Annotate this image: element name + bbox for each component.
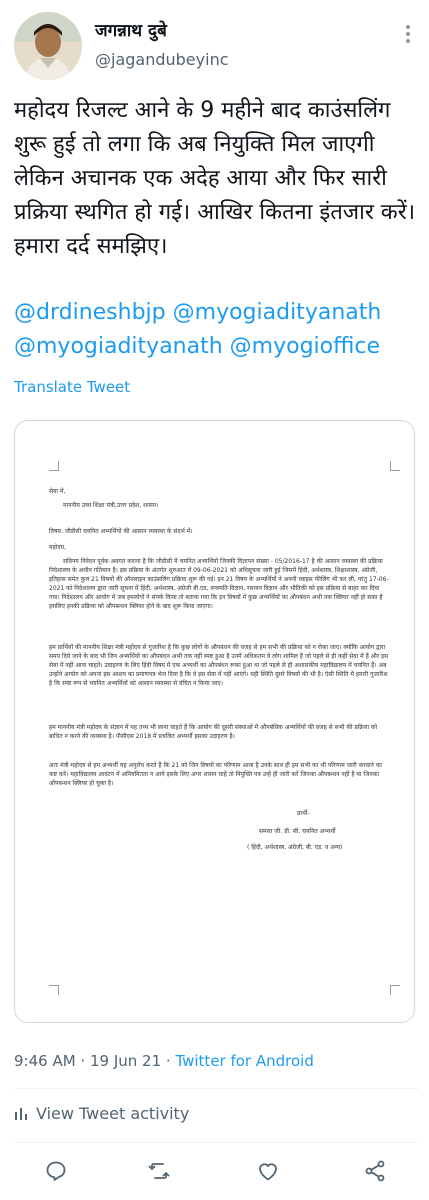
mention-link[interactable]: @myogiadityanath xyxy=(14,334,223,359)
mention-link[interactable]: @drdineshbjp xyxy=(14,300,166,325)
crop-mark xyxy=(390,985,400,995)
mention-link[interactable]: @myogioffice xyxy=(229,334,381,359)
meta-separator: · xyxy=(161,1052,176,1070)
view-tweet-activity-link[interactable] xyxy=(14,1104,189,1123)
avatar[interactable] xyxy=(14,12,82,80)
divider xyxy=(14,1142,419,1143)
mention-link[interactable]: @myogiadityanath xyxy=(172,300,382,325)
reply-icon[interactable] xyxy=(44,1159,68,1183)
tweet-meta xyxy=(14,1052,314,1070)
document-paragraph: अतः मंत्री महोदय से हम अभ्यर्थी यह अनुरोध करते हैं कि 21 को जिन विषयों का परिणाम आना है उनके साथ ही हम सभी का भी परिणाम जारी करवाने का कष्ट करें। महाविद्यालय आवंटन में अनियमितता न आये इसके लिए अगर शासन चाहें तो नियुक्ति पत्र उन्हें ही जारी करें जिनका औपबन्धन नहीं है या जिनका औपबन्धन क्लियर हो चुका है। xyxy=(49,762,382,787)
tweet-date: 19 Jun 21 xyxy=(89,1052,162,1070)
tweet-time: 9:46 AM xyxy=(14,1052,76,1070)
tweet-source-link[interactable]: Twitter for Android xyxy=(175,1052,314,1070)
document-signatory: समस्त जी. डी. सी. चयनित अभ्यर्थी xyxy=(259,828,336,835)
tweet-header xyxy=(0,0,429,90)
tweet-media-image[interactable] xyxy=(14,420,415,1023)
document-sign-off: प्रार्थी- xyxy=(297,810,310,817)
retweet-icon[interactable] xyxy=(147,1159,171,1183)
document-paragraph: हम माननीय मंत्री महोदय के संज्ञान में यह तथ्य भी लाना चाहते हैं कि आयोग की दूसरी संस्थाओं में औपबंधिक अभ्यर्थियों की वजह से सभी की प्रक्रिया को बाधित न करने की व्यवस्था है। पीसीएस 2018 में प्रचलित अभ्यर्थी इसका उदाहरण है। xyxy=(49,724,378,740)
meta-separator: · xyxy=(75,1052,90,1070)
document-addressee: माननीय उच्च शिक्षा मंत्री,उत्तर प्रदेश, शासन। xyxy=(63,502,159,509)
username[interactable]: @jagandubeyinc xyxy=(95,50,229,69)
translate-tweet-link[interactable]: Translate Tweet xyxy=(14,378,131,396)
crop-mark xyxy=(390,461,400,471)
document-paragraph: सविनय निवेदन पूर्वक अवगत कराना है कि जीडीसी में चयनित अभ्यर्थियों जिनकी विज्ञापन संख्या - 05/2016-17 है की आसान व्यवस्था की प्रक्रिया निदेशालय के अधीन गतिमान है। इस प्रक्रिया के अंतर्गत शुरुआत में 09-06-2021 को अधिसूचना जारी हुई जिसमें हिंदी, अर्थशास्त्र, शिक्षाशास्त्र, अंग्रेजी, इतिहास समेत कुल 21 विषयों की ऑनलाइन काउंसलिंग प्रक्रिया शुरू की गई। इन 21 विषय के अभ्यर्थियों ने अपनी च्वाइस फीलिंग भी कर ली, परंतु 17-06-2021 को निदेशालय द्वारा जारी सूचना में हिंदी, अर्थशास्त्र, अंग्रेजी बी.एड, वनस्पति विज्ञान, रसायन विज्ञान और भौतिकी को इस प्रक्रिया से बाहर कर दिया गया। निदेशालय और आयोग में जब हमलोगों ने संपर्क किया तो बताया गया कि इन विषयों में कुछ अभ्यर्थियों का औपबंधन अभी तक क्लियर नहीं हो सका है इसलिए इनकी प्रक्रिया को औपबन्धन क्लियर होने के बाद शुरू किया जाएगा। xyxy=(49,558,389,610)
display-name[interactable]: जगन्नाथ दुबे xyxy=(95,21,167,41)
document-paragraph: हम प्रार्थियों की माननीय शिक्षा मंत्री महोदय से गुजारिश है कि कुछ लोगों के औपबंधन की वजह से हम सभी की प्रक्रिया को न रोका जाए। क्योंकि आयोग द्वारा समय दिये जाने के बाद भी जिन अभ्यर्थियों का औपबंधन अभी तक नहीं स्पष्ट हुआ है उनमें अधिकतम वे लोग शामिल हैं जो पहले से ही कहीं सेवा में हैं और इस सेवा में नहीं आना चाहते। उदाहरण के लिए हिंदी विषय में एक अभ्यर्थी का औपबंधन रूका हुआ था जो पहले से ही अशासकीय महाविद्यालय में चयनित हैं। अब उन्होंने आयोग को अपना इस आशय का प्रमाणपत्र भेज दिया है कि वे इस सेवा में नहीं आएंगे। यही स्थिति दूसरे विषयों की भी है। ऐसी स्थिति में हमारी गुजारिश है कि स्पष्ट रूप से चयनित अभ्यर्थियों को आसान व्यवस्था से वंचित न किया जाए। xyxy=(49,644,389,687)
bar-chart-icon xyxy=(14,1106,28,1120)
crop-mark xyxy=(49,985,59,995)
document-subject: विषय: जीडीसी चयनित अभ्यर्थियों की आसान व्यवस्था के संदर्भ में। xyxy=(49,528,193,535)
share-icon[interactable] xyxy=(363,1159,387,1183)
tweet-text: महोदय रिजल्ट आने के 9 महीने बाद काउंसलिंग शुरू हुई तो लगा कि अब नियुक्ति मिल जाएगी लेकिन अचानक एक अदेह आया और फिर सारी प्रक्रिया स्थगित हो गई। आखिर कितना इंतजार करें। हमारा दर्द समझिए। xyxy=(14,98,416,259)
tweet-mentions xyxy=(14,296,419,364)
more-vertical-icon[interactable] xyxy=(398,22,418,44)
document-to-line: सेवा में, xyxy=(49,488,66,495)
document-page xyxy=(25,427,406,1017)
tweet-action-bar xyxy=(0,1155,429,1189)
crop-mark xyxy=(49,461,59,471)
divider xyxy=(14,1088,419,1089)
document-subjects: ( हिंदी, अर्थशास्त्र, अंग्रेजी, बी. एड. व अन्य) xyxy=(247,844,343,851)
document-salutation: महोदय, xyxy=(49,544,66,551)
view-tweet-activity-label: View Tweet activity xyxy=(36,1104,190,1123)
like-icon[interactable] xyxy=(256,1159,280,1183)
